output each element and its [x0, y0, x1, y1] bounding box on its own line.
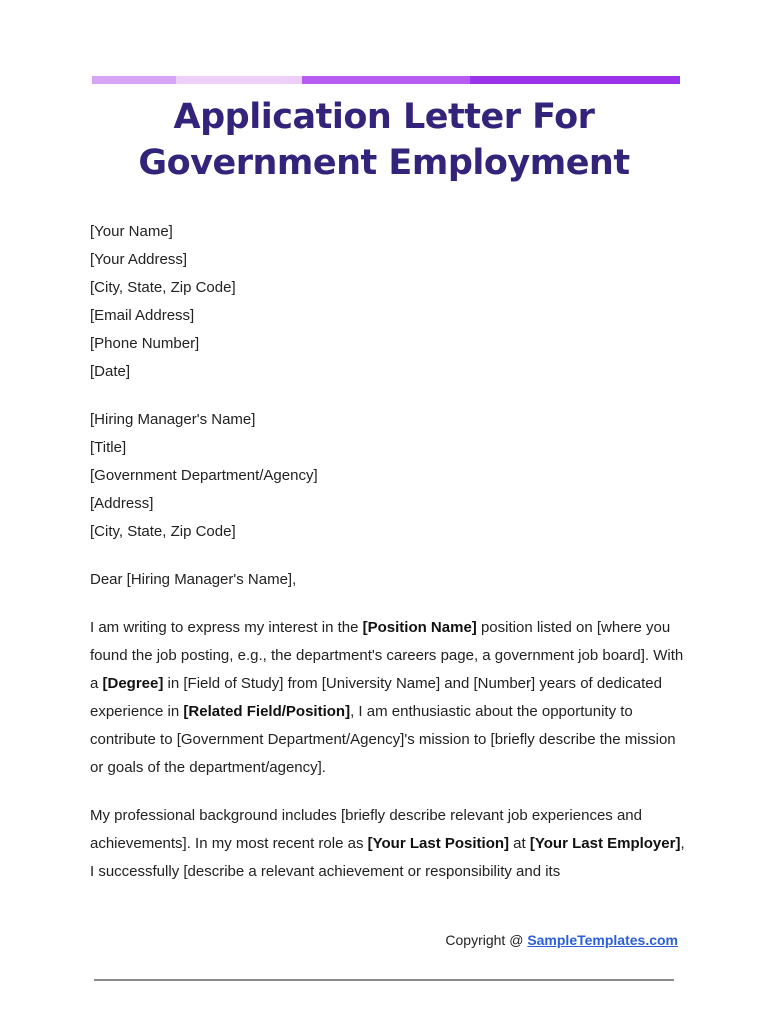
paragraph-text: in [Field of Study] from [University Name] and [Number] years of dedicated experience in — [90, 675, 662, 720]
decorative-color-bar — [92, 76, 680, 84]
sampletemplates-link[interactable]: SampleTemplates.com — [527, 932, 678, 948]
copyright-notice — [445, 932, 678, 948]
paragraph-text: I am writing to express my interest in the — [90, 619, 363, 636]
footer-divider — [94, 979, 674, 981]
document-title: Application Letter For Government Employment — [138, 97, 630, 183]
recipient-name: [Hiring Manager's Name] — [90, 411, 256, 428]
last-employer-placeholder: [Your Last Employer] — [529, 835, 681, 852]
paragraph-text: at — [509, 835, 530, 852]
paragraph-background — [90, 802, 690, 886]
sender-city: [City, State, Zip Code] — [90, 279, 236, 296]
copyright-text: Copyright @ — [445, 932, 528, 948]
sender-phone: [Phone Number] — [90, 335, 200, 352]
letter-body — [90, 218, 690, 906]
salutation: Dear [Hiring Manager's Name], — [90, 571, 297, 588]
related-field-placeholder: [Related Field/Position] — [183, 703, 351, 720]
last-position-placeholder: [Your Last Position] — [367, 835, 510, 852]
recipient-department: [Government Department/Agency] — [90, 467, 318, 484]
paragraph-text: , I successfully [describe a relevant achievement or responsibility and its — [90, 835, 685, 880]
paragraph-text: position listed on [where you found the job posting, e.g., the department's careers page, a government job board]. With a — [90, 619, 684, 692]
sender-address: [Your Address] — [90, 251, 188, 268]
degree-placeholder: [Degree] — [102, 675, 164, 692]
sender-email: [Email Address] — [90, 307, 195, 324]
paragraph-text: My professional background includes [briefly describe relevant job experiences and achievements]. In my most recent role as — [90, 807, 642, 852]
paragraph-text: , I am enthusiastic about the opportunity to contribute to [Government Department/Agency]'s mission to [briefly describe the mission or goals of the department/agency]. — [90, 703, 676, 776]
recipient-title: [Title] — [90, 439, 127, 456]
color-bar-segment — [302, 76, 470, 84]
recipient-city: [City, State, Zip Code] — [90, 523, 236, 540]
paragraph-intro — [90, 614, 690, 782]
sender-name: [Your Name] — [90, 223, 173, 240]
color-bar-segment — [176, 76, 302, 84]
recipient-block — [90, 406, 690, 546]
sender-block — [90, 218, 690, 386]
recipient-address: [Address] — [90, 495, 154, 512]
letter-date: [Date] — [90, 363, 131, 380]
color-bar-segment — [470, 76, 680, 84]
color-bar-segment — [92, 76, 176, 84]
position-name-placeholder: [Position Name] — [362, 619, 477, 636]
